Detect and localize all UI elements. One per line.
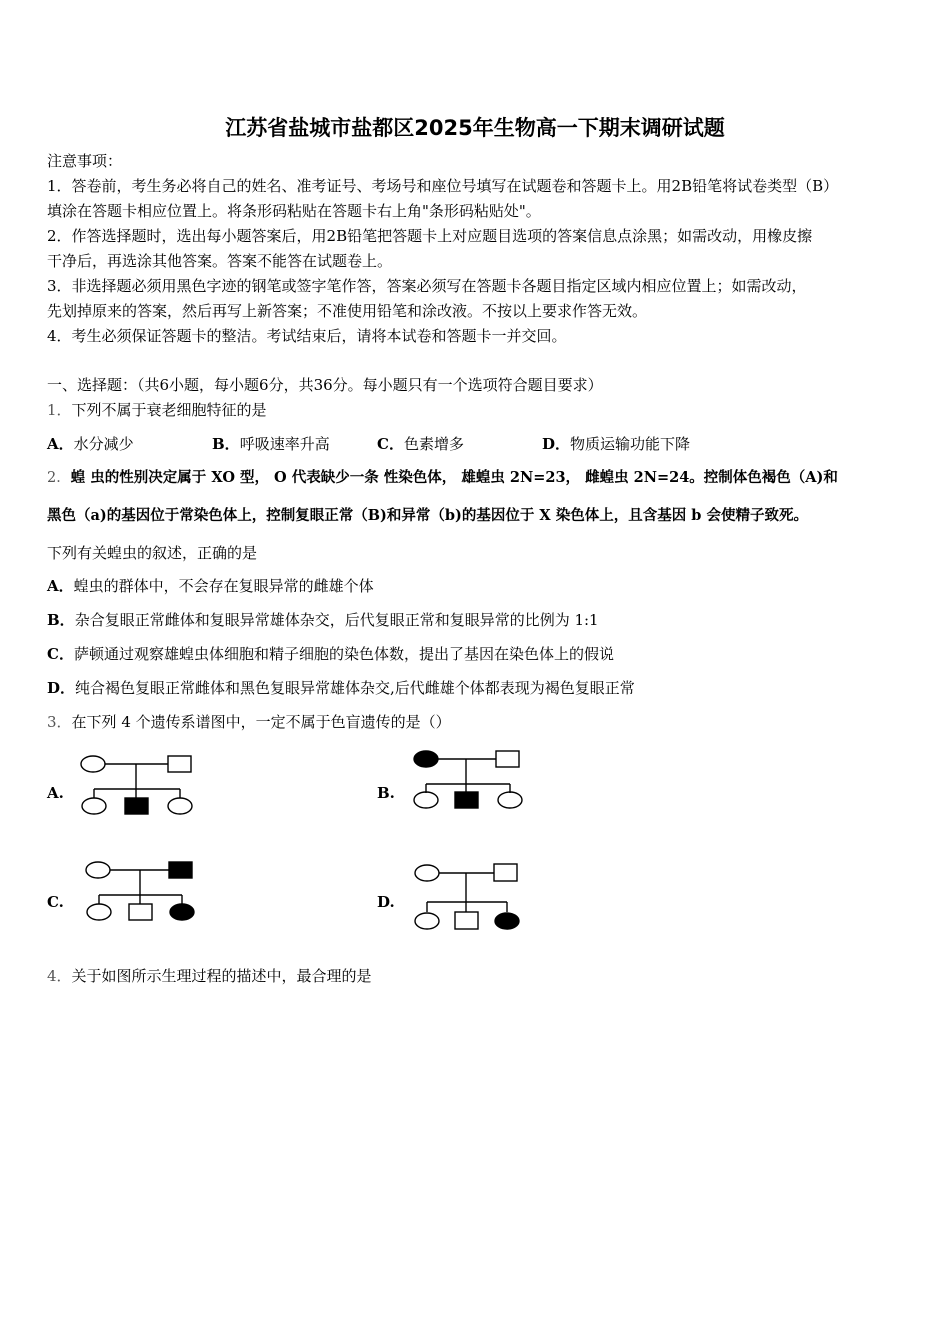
q2-option-a[interactable]: A．蝗虫的群体中，不会存在复眼异常的雌雄个体 (47, 577, 374, 595)
question-stem-line-3: 下列有关蝗虫的叙述，正确的是 (47, 544, 258, 562)
pedigree-b-label[interactable]: B. (377, 784, 395, 802)
notice-line-6: 先划掉原来的答案，然后再写上新答案；不准使用铅笔和涂改液。不按以上要求作答无效。 (47, 302, 648, 320)
question-number: 2． (47, 470, 71, 486)
notice-line-7: 4．考生必须保证答题卡的整洁。考试结束后，请将本试卷和答题卡一并交回。 (47, 327, 567, 345)
notice-line-4: 干净后，再选涂其他答案。答案不能答在试题卷上。 (47, 252, 393, 270)
pedigree-d-label[interactable]: D. (377, 893, 395, 911)
notice-line-5: 3．非选择题必须用黑色字迹的钢笔或签字笔作答，答案必须写在答题卡各题目指定区域内相应位置上；如需改动， (47, 277, 807, 295)
question-number: 1． (47, 401, 72, 419)
pedigree-a-diagram[interactable] (78, 752, 198, 818)
pedigree-c-label[interactable]: C. (47, 893, 64, 911)
question-stem-line-2: 黑色（a)的基因位于常染色体上，控制复眼正常（B)和异常（b)的基因位于 X 染色体上，且含基因 b 会使精子致死。 (47, 507, 808, 524)
q1-option-a[interactable]: A．水分减少 (47, 435, 134, 453)
pedigree-c-diagram[interactable] (84, 858, 204, 924)
question-3 (47, 712, 907, 732)
q1-option-c[interactable]: C．色素增多 (377, 435, 464, 453)
pedigree-a-label[interactable]: A. (47, 784, 64, 802)
q2-option-c[interactable]: C．萨顿通过观察雄蝗虫体细胞和精子细胞的染色体数，提出了基因在染色体上的假说 (47, 645, 614, 663)
question-stem: 在下列 4 个遗传系谱图中，一定不属于色盲遗传的是（） (71, 713, 451, 731)
notice-line-2: 填涂在答题卡相应位置上。将条形码粘贴在答题卡右上角"条形码粘贴处"。 (47, 202, 541, 220)
notice-line-3: 2．作答选择题时，选出每小题答案后，用2B铅笔把答题卡上对应题目选项的答案信息点涂黑；如需改动，用橡皮擦 (47, 227, 813, 245)
question-stem-line-1: 蝗 虫的性别决定属于 XO 型， O 代表缺少一条 性染色体， 雄蝗虫 2N=23， 雌蝗虫 2N=24。控制体色褐色（A)和 (70, 469, 838, 486)
q1-option-b[interactable]: B．呼吸速率升高 (212, 435, 330, 453)
notice-heading: 注意事项： (47, 152, 123, 170)
question-stem: 下列不属于衰老细胞特征的是 (71, 401, 267, 419)
question-number: 3． (47, 713, 72, 731)
q1-option-d[interactable]: D．物质运输功能下降 (542, 435, 691, 453)
question-4 (47, 966, 907, 986)
question-stem: 关于如图所示生理过程的描述中，最合理的是 (71, 967, 372, 985)
pedigree-d-diagram[interactable] (413, 860, 533, 934)
section-heading: 一、选择题：（共6小题，每小题6分，共36分。每小题只有一个选项符合题目要求） (47, 376, 603, 394)
question-1 (47, 400, 907, 420)
q2-option-d[interactable]: D．纯合褐色复眼正常雌体和黑色复眼异常雄体杂交,后代雌雄个体都表现为褐色复眼正常 (47, 679, 635, 697)
notice-line-1: 1．答卷前，考生务必将自己的姓名、准考证号、考场号和座位号填写在试题卷和答题卡上。用2B铅笔将试卷类型（B） (47, 177, 839, 195)
q2-option-b[interactable]: B．杂合复眼正常雌体和复眼异常雄体杂交，后代复眼正常和复眼异常的比例为 1:1 (47, 611, 599, 629)
question-2 (47, 468, 907, 488)
pedigree-b-diagram[interactable] (411, 747, 531, 813)
question-number: 4． (47, 967, 72, 985)
page-title: 江苏省盐城市盐都区2025年生物高一下期末调研试题 (225, 116, 725, 140)
